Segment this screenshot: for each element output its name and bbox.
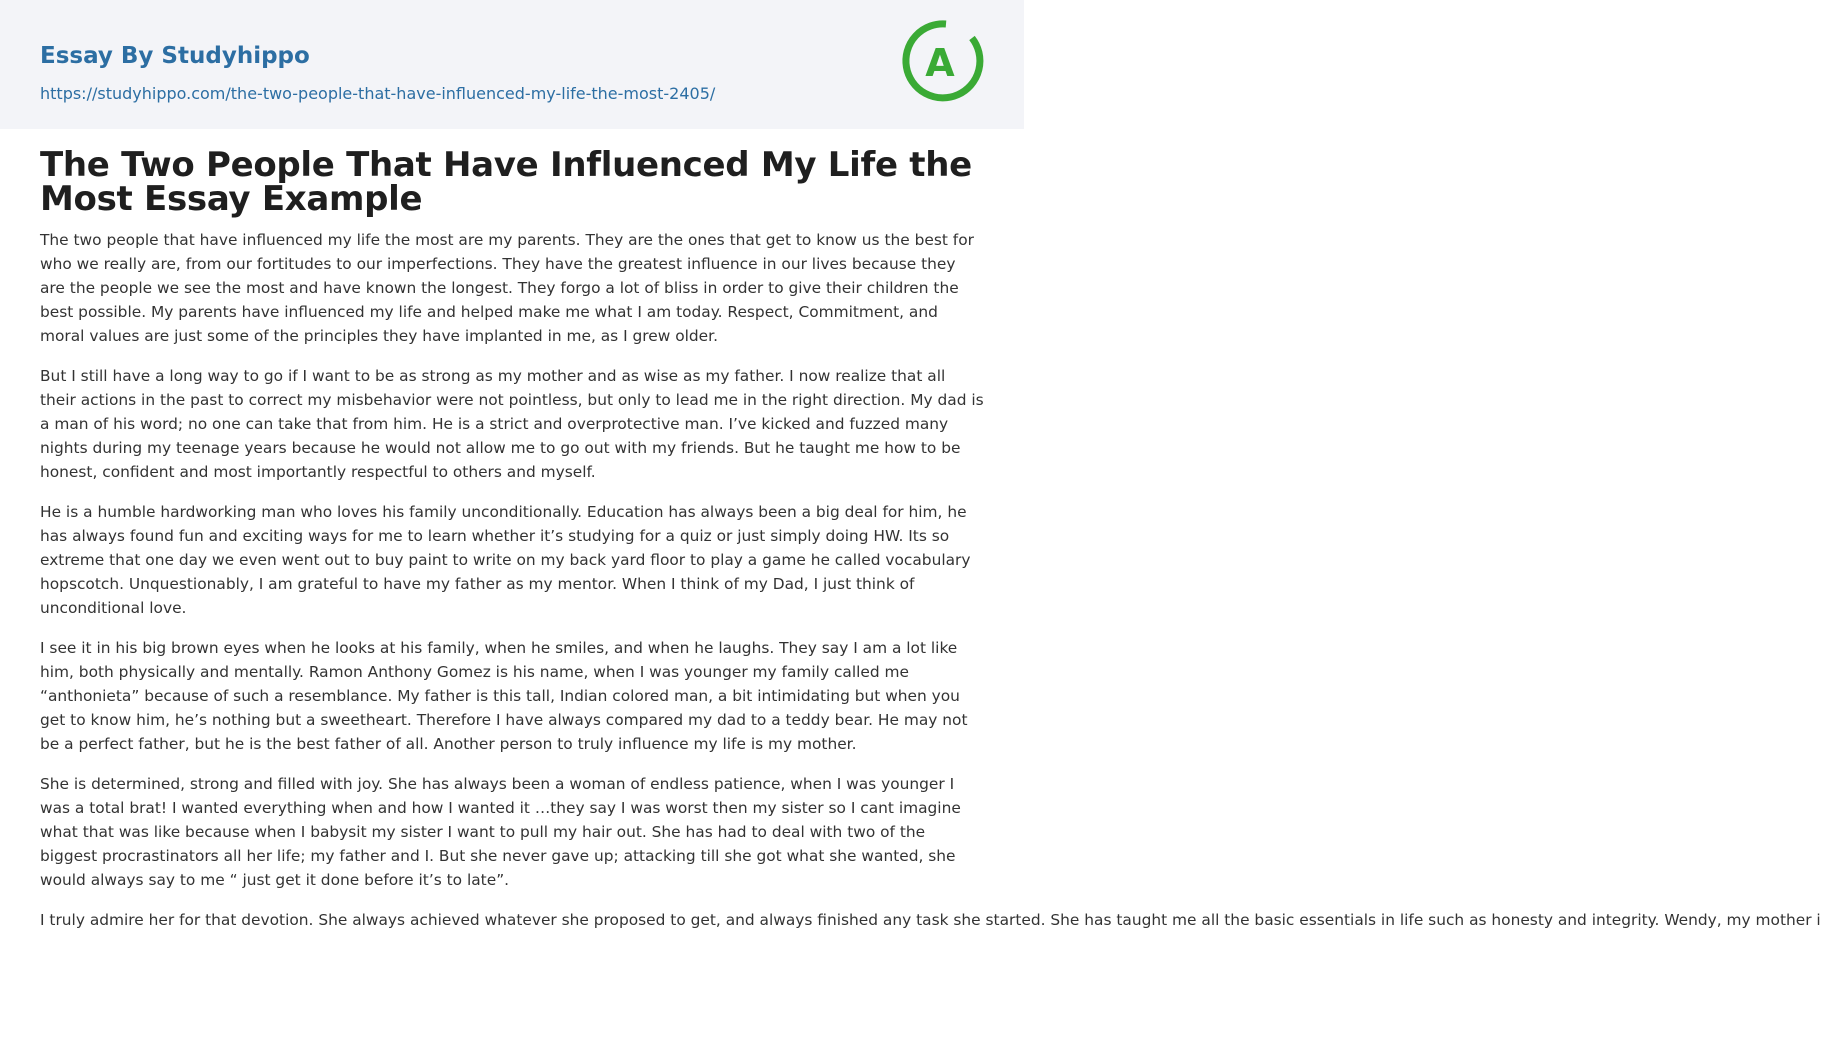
essay-paragraph: He is a humble hardworking man who loves his family unconditionally. Education has always been a big deal for him, he has always found fun and exciting ways for me to learn whether it’s studying for a quiz or just simply doing HW. Its so extreme that one day we even went out to buy paint to write on my back yard floor to play a game he called vocabulary hopscotch. Unquestionably, I am grateful to have my father as my mentor. When I think of my Dad, I just think of unconditional love. <box>40 503 971 617</box>
essay-content <box>0 145 1821 932</box>
site-header <box>0 0 1024 129</box>
essay-title: The Two People That Have Influenced My Life the Most Essay Example <box>40 145 972 219</box>
site-name[interactable]: Essay By Studyhippo <box>40 43 310 69</box>
essay-paragraph: The two people that have influenced my life the most are my parents. They are the ones that get to know us the best for who we really are, from our fortitudes to our imperfections. They have the greatest influence in our lives because they are the people we see the most and have known the longest. They forgo a lot of bliss in order to give their children the best possible. My parents have influenced my life and helped make me what I am today. Respect, Commitment, and moral values are just some of the principles they have implanted in me, as I grew older. <box>40 231 974 345</box>
studyhippo-logo-icon[interactable] <box>912 20 986 106</box>
essay-paragraph: I truly admire her for that devotion. She always achieved whatever she proposed to get, and always finished any task she started. She has taught me all the basic essentials in life such as honesty and integrity. Wendy, my mother i <box>40 911 1821 929</box>
essay-body <box>40 228 1821 932</box>
essay-paragraph: But I still have a long way to go if I want to be as strong as my mother and as wise as my father. I now realize that all their actions in the past to correct my misbehavior were not pointless, but only to lead me in the right direction. My dad is a man of his word; no one can take that from him. He is a strict and overprotective man. I’ve kicked and fuzzed many nights during my teenage years because he would not allow me to go out with my friends. But he taught me how to be honest, confident and most importantly respectful to others and myself. <box>40 367 984 481</box>
essay-url-link[interactable]: https://studyhippo.com/the-two-people-that-have-influenced-my-life-the-most-2405/ <box>40 84 716 103</box>
logo-letter: A <box>925 41 955 85</box>
essay-paragraph: I see it in his big brown eyes when he looks at his family, when he smiles, and when he laughs. They say I am a lot like him, both physically and mentally. Ramon Anthony Gomez is his name, when I was younger my family called me “anthonieta” because of such a resemblance. My father is this tall, Indian colored man, a bit intimidating but when you get to know him, he’s nothing but a sweetheart. Therefore I have always compared my dad to a teddy bear. He may not be a perfect father, but he is the best father of all. Another person to truly influence my life is my mother. <box>40 639 968 753</box>
essay-paragraph: She is determined, strong and filled with joy. She has always been a woman of endless patience, when I was younger I was a total brat! I wanted everything when and how I wanted it …they say I was worst then my sister so I cant imagine what that was like because when I babysit my sister I want to pull my hair out. She has had to deal with two of the biggest procrastinators all her life; my father and I. But she never gave up; attacking till she got what she wanted, she would always say to me “ just get it done before it’s to late”. <box>40 775 961 889</box>
